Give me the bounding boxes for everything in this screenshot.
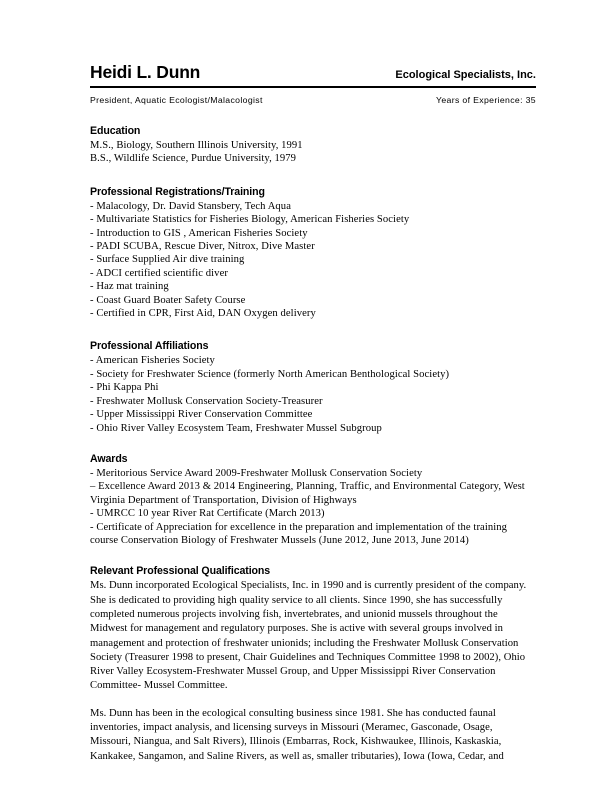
list-item: B.S., Wildlife Science, Purdue University, 1979 — [90, 153, 297, 165]
list-item: - Ohio River Valley Ecosystem Team, Freshwater Mussel Subgroup — [90, 422, 382, 434]
list-item: - UMRCC 10 year River Rat Certificate (March 2013) — [90, 508, 325, 520]
qualifications-body — [90, 579, 536, 764]
list-item: - Certified in CPR, First Aid, DAN Oxygen delivery — [90, 308, 316, 320]
awards-list — [90, 467, 536, 547]
education-list — [90, 139, 536, 166]
list-item: - Malacology, Dr. David Stansbery, Tech Aqua — [90, 200, 291, 212]
section-title-qualifications: Relevant Professional Qualifications — [90, 565, 271, 578]
list-item: - Society for Freshwater Science (formerly North American Benthological Society) — [90, 368, 450, 380]
list-item: - Certificate of Appreciation for excellence in the preparation and implementation of the training course Conservation Biology of Freshwater Mussels (June 2012, June 2013, June 2014) — [90, 521, 508, 546]
section-title-registrations: Professional Registrations/Training — [90, 185, 265, 198]
list-item: - Upper Mississippi River Conservation Committee — [90, 409, 313, 421]
job-title: President, Aquatic Ecologist/Malacologist — [90, 95, 263, 105]
list-item: - ADCI certified scientific diver — [90, 267, 228, 279]
list-item: - Surface Supplied Air dive training — [90, 254, 245, 266]
list-item: - Freshwater Mollusk Conservation Society-Treasurer — [90, 395, 323, 407]
section-awards — [90, 453, 536, 547]
years-of-experience: Years of Experience: 35 — [436, 95, 536, 105]
section-registrations — [90, 186, 536, 321]
list-item: - Phi Kappa Phi — [90, 382, 159, 394]
section-title-affiliations: Professional Affiliations — [90, 340, 209, 353]
list-item: - Haz mat training — [90, 281, 169, 293]
document-content — [90, 62, 536, 764]
list-item: - Multivariate Statistics for Fisheries Biology, American Fisheries Society — [90, 214, 410, 226]
section-education — [90, 125, 536, 166]
list-item: – Excellence Award 2013 & 2014 Engineering, Planning, Traffic, and Environmental Category, West Virginia Department of Transportation, Division of Highways — [90, 481, 525, 506]
list-item: - Coast Guard Boater Safety Course — [90, 294, 246, 306]
paragraph: Ms. Dunn has been in the ecological consulting business since 1981. She has conducted faunal inventories, impact analysis, and licensing surveys in Missouri (Meramec, Gasconade, Osage, Missouri, Niangua, and Salt Rivers), Illinois (Embarras, Rock, Kishwaukee, Illinois, Kaskaskia, Kankakee, Sangamon, and Saline Rivers, as well as, smaller tributaries), Iowa (Iowa, Cedar, and — [90, 707, 504, 762]
list-item: - Introduction to GIS , American Fisheries Society — [90, 227, 308, 239]
affiliations-list — [90, 354, 536, 434]
page-title: Heidi L. Dunn — [90, 62, 201, 82]
section-affiliations — [90, 340, 536, 434]
company-name: Ecological Specialists, Inc. — [395, 69, 536, 81]
header-divider — [90, 86, 536, 88]
section-title-awards: Awards — [90, 452, 128, 465]
list-item: - American Fisheries Society — [90, 355, 215, 367]
document-subheader — [90, 95, 536, 105]
list-item: - Meritorious Service Award 2009-Freshwater Mollusk Conservation Society — [90, 467, 423, 479]
registrations-list — [90, 200, 536, 321]
section-qualifications — [90, 565, 536, 764]
list-item: - PADI SCUBA, Rescue Diver, Nitrox, Dive Master — [90, 241, 315, 253]
section-title-education: Education — [90, 125, 141, 137]
paragraph: Ms. Dunn incorporated Ecological Specialists, Inc. in 1990 and is currently president of the company. She is dedicated to providing high quality service to all clients. Since 1990, she has successfully completed numerous projects involving fish, invertebrates, and unionid mussels throughout the Midwest for management and regulatory purposes. She is active with several groups involved in management and protection of freshwater unionids; including the Freshwater Mollusk Conservation Society (Treasurer 1998 to present, Chair Guidelines and Techniques Committee 1998 to 2002), Ohio River Valley Ecosystem-Freshwater Mussel Group, and Upper Mississippi River Conservation Committee- Mussel Committee. — [90, 580, 527, 692]
list-item: M.S., Biology, Southern Illinois University, 1991 — [90, 140, 303, 151]
document-header — [90, 62, 536, 83]
